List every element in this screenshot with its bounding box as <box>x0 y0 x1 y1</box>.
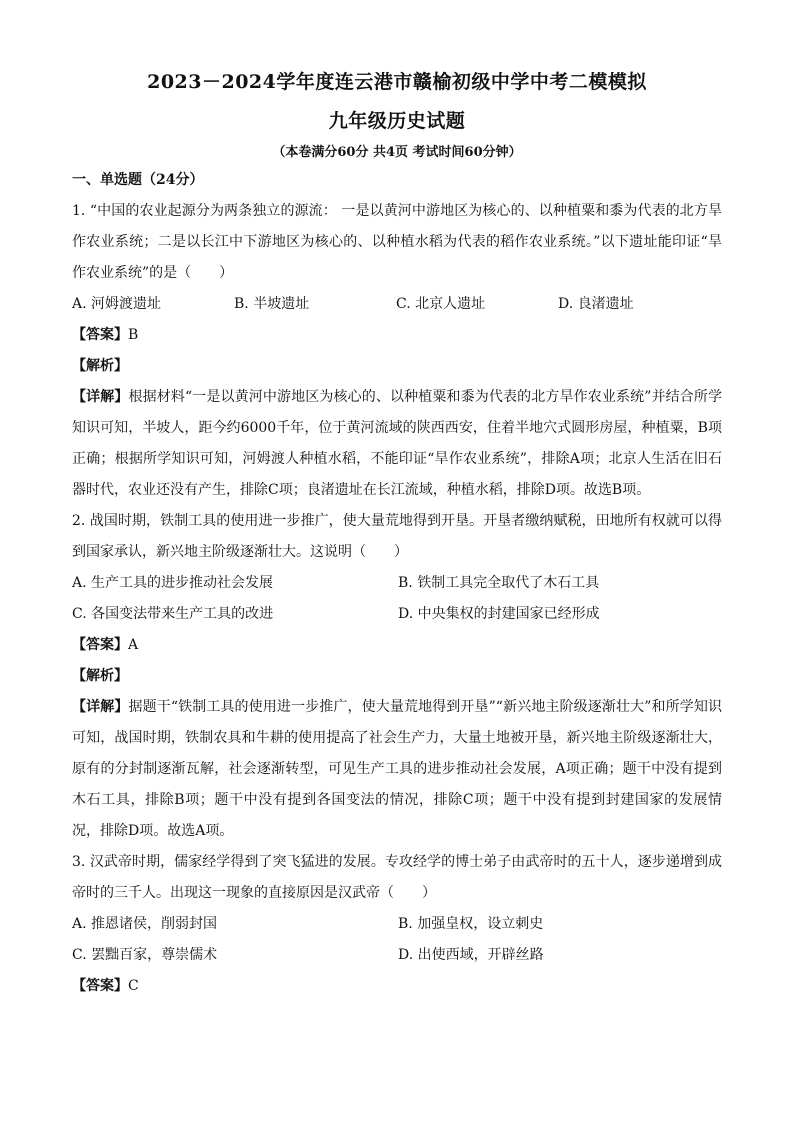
option-b: B. 铁制工具完全取代了木石工具 <box>398 575 600 591</box>
answer-value: C <box>128 978 139 994</box>
exam-page <box>72 68 722 1002</box>
option-b: B. 加强皇权，设立刺史 <box>398 916 544 932</box>
answer-tag: 【答案】 <box>72 327 128 343</box>
option-b: B. 半坡遗址 <box>234 296 310 312</box>
detail-explanation <box>72 692 722 847</box>
answer-line <box>72 971 722 1002</box>
option-a: A. 河姆渡遗址 <box>72 296 162 312</box>
detail-text: 根据材料“一是以黄河中游地区为核心的、以种植粟和黍为代表的北方旱作农业系统”并结合所学知识可知，半坡人，距今约6000千年，位于黄河流域的陕西西安，住着半地穴式圆形房屋，种植粟，B项正确；根据所学知识可知，河姆渡人种植水稻，不能印证“旱作农业系统”，排除A项；北京人生活在旧石器时代，农业还没有产生，排除C项；良渚遗址在长江流域，种植水稻，排除D项。故选B项。 <box>72 389 723 498</box>
question-options <box>72 289 722 320</box>
answer-value: B <box>128 327 139 343</box>
question-options <box>72 909 722 971</box>
question-stem: 1. “中国的农业起源分为两条独立的源流： 一是以黄河中游地区为核心的、以种植粟和黍为代表的北方旱作农业系统；二是以长江中下游地区为核心的、以种植水稻为代表的稻作农业系统。”以下遗址能印证“旱作农业系统”的是（ ） <box>72 203 722 281</box>
detail-tag: 【详解】 <box>72 699 129 715</box>
answer-line <box>72 320 722 351</box>
analysis-tag: 【解析】 <box>72 668 128 684</box>
option-c: C. 北京人遗址 <box>396 296 486 312</box>
option-a: A. 推恩诸侯，削弱封国 <box>72 916 218 932</box>
option-c: C. 罢黜百家，尊崇儒术 <box>72 947 218 963</box>
question-3 <box>72 847 722 1002</box>
question-1 <box>72 196 722 506</box>
exam-info: （本卷满分60分 共4页 考试时间60分钟） <box>272 145 522 160</box>
detail-tag: 【详解】 <box>72 389 129 405</box>
question-2 <box>72 506 722 847</box>
detail-explanation <box>72 382 722 506</box>
answer-line <box>72 630 722 661</box>
option-d: D. 良渚遗址 <box>558 296 634 312</box>
question-stem: 3. 汉武帝时期，儒家经学得到了突飞猛进的发展。专攻经学的博士弟子由武帝时的五十人，逐步递增到成帝时的三千人。出现这一现象的直接原因是汉武帝（ ） <box>72 854 722 901</box>
option-d: D. 中央集权的封建国家已经形成 <box>398 606 600 622</box>
analysis-line <box>72 661 722 692</box>
answer-value: A <box>128 637 139 653</box>
detail-text: 据题干“铁制工具的使用进一步推广，使大量荒地得到开垦”“新兴地主阶级逐渐壮大”和所学知识可知，战国时期，铁制农具和牛耕的使用提高了社会生产力，大量土地被开垦，新兴地主阶级逐渐壮大，原有的分封制逐渐瓦解，社会逐渐转型，可见生产工具的进步推动社会发展，A项正确；题干中没有提到木石工具，排除B项；题干中没有提到各国变法的情况，排除C项；题干中没有提到封建国家的发展情况，排除D项。故选A项。 <box>72 699 722 839</box>
question-options <box>72 568 722 630</box>
section-heading: 一、单选题（24分） <box>72 172 204 188</box>
exam-title: 2023－2024学年度连云港市赣榆初级中学中考二模模拟 <box>147 71 647 93</box>
answer-tag: 【答案】 <box>72 978 128 994</box>
answer-tag: 【答案】 <box>72 637 128 653</box>
option-d: D. 出使西域，开辟丝路 <box>398 947 544 963</box>
analysis-line <box>72 351 722 382</box>
option-c: C. 各国变法带来生产工具的改进 <box>72 606 274 622</box>
analysis-tag: 【解析】 <box>72 358 128 374</box>
question-stem: 2. 战国时期，铁制工具的使用进一步推广，使大量荒地得到开垦。开垦者缴纳赋税，田地所有权就可以得到国家承认，新兴地主阶级逐渐壮大。这说明（ ） <box>72 513 722 560</box>
option-a: A. 生产工具的进步推动社会发展 <box>72 575 274 591</box>
exam-subject-title: 九年级历史试题 <box>328 110 466 132</box>
